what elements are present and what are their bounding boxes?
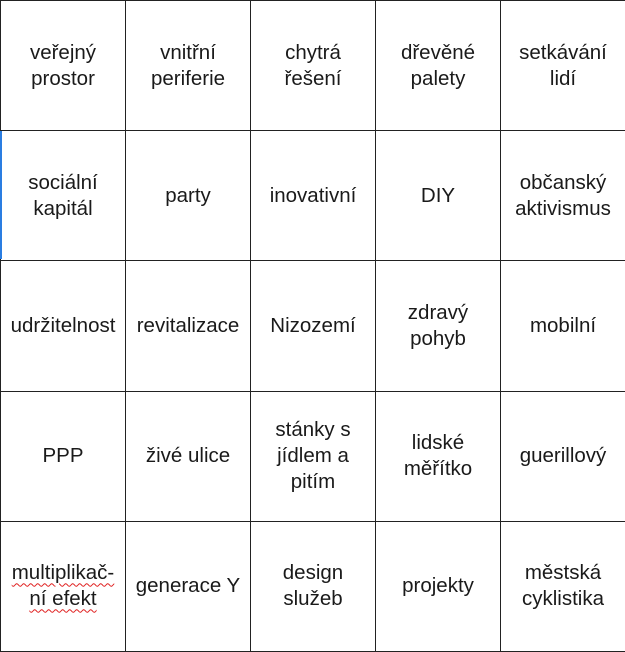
table-cell[interactable]: veřejný prostor bbox=[1, 1, 126, 131]
table-cell-spellcheck[interactable]: multiplikač- ní efekt bbox=[1, 521, 126, 651]
table-cell[interactable]: vnitřní periferie bbox=[126, 1, 251, 131]
table-cell[interactable]: guerillový bbox=[501, 391, 625, 521]
table-cell[interactable]: design služeb bbox=[251, 521, 376, 651]
table-cell[interactable]: živé ulice bbox=[126, 391, 251, 521]
table-cell[interactable]: chytrá řešení bbox=[251, 1, 376, 131]
table-row bbox=[1, 1, 625, 131]
table-row bbox=[1, 131, 625, 261]
table-row bbox=[1, 391, 625, 521]
table-cell[interactable]: revitalizace bbox=[126, 261, 251, 391]
table-cell[interactable]: setkávání lidí bbox=[501, 1, 625, 131]
table-cell[interactable]: Nizozemí bbox=[251, 261, 376, 391]
table-row bbox=[1, 261, 625, 391]
table-cell[interactable]: městská cyklistika bbox=[501, 521, 625, 651]
table-cell[interactable]: zdravý pohyb bbox=[376, 261, 501, 391]
table-cell[interactable]: inovativní bbox=[251, 131, 376, 261]
table-cell[interactable]: party bbox=[126, 131, 251, 261]
selection-cursor-mark bbox=[0, 131, 2, 259]
table-cell[interactable]: generace Y bbox=[126, 521, 251, 651]
table-cell[interactable]: PPP bbox=[1, 391, 126, 521]
table-cell[interactable]: DIY bbox=[376, 131, 501, 261]
table-cell[interactable]: občanský aktivismus bbox=[501, 131, 625, 261]
table-cell[interactable]: mobilní bbox=[501, 261, 625, 391]
table-cell[interactable]: stánky s jídlem a pitím bbox=[251, 391, 376, 521]
table-cell[interactable]: dřevěné palety bbox=[376, 1, 501, 131]
table-row bbox=[1, 521, 625, 651]
table-cell[interactable]: udržitelnost bbox=[1, 261, 126, 391]
table-cell[interactable]: projekty bbox=[376, 521, 501, 651]
table-cell[interactable]: lidské měřítko bbox=[376, 391, 501, 521]
table-cell[interactable]: sociální kapitál bbox=[1, 131, 126, 261]
